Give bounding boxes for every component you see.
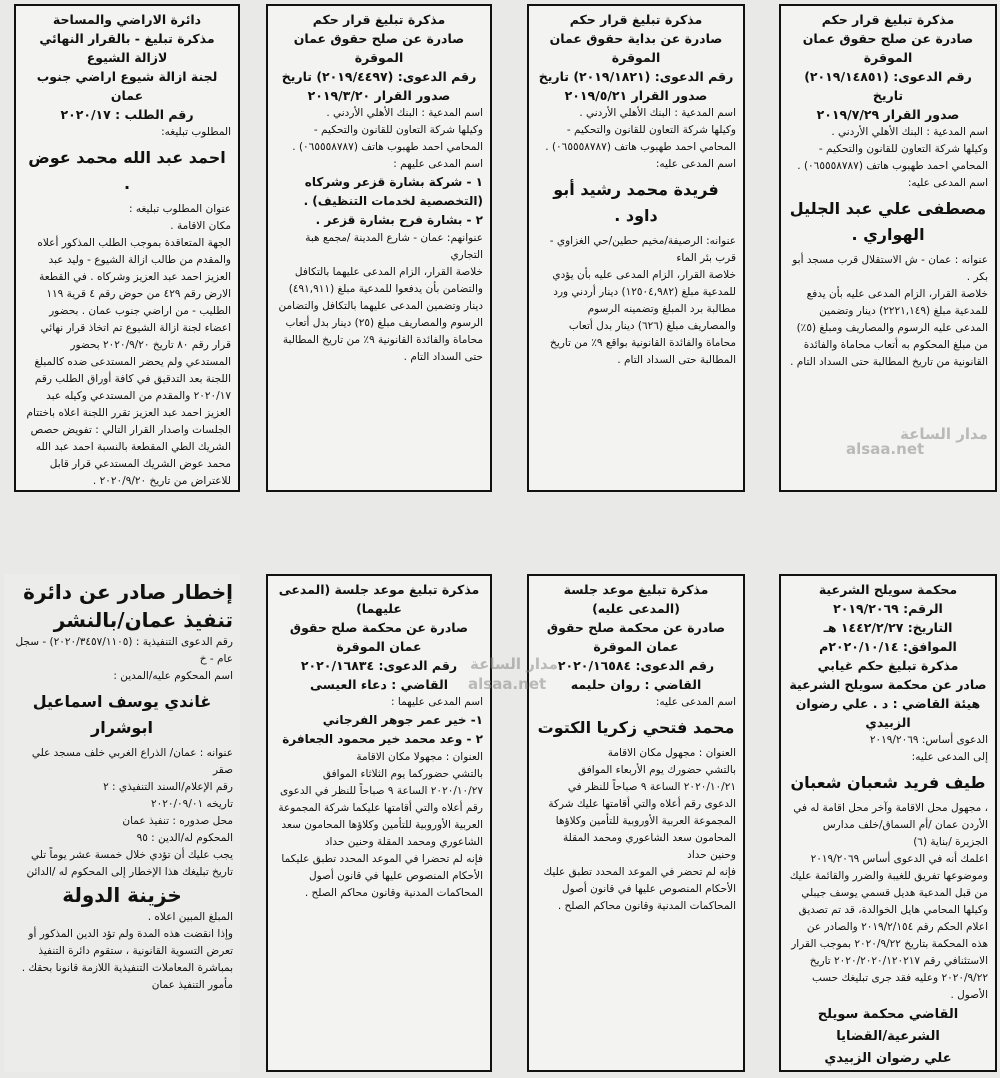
notice-subtitle: مذكرة تبليغ - بالقرار النهائي لازالة الشيوع bbox=[39, 31, 215, 65]
decision-summary: خلاصة القرار، الزام المدعى عليهما بالتكافل والتضامن بأن يدفعوا للمدعية مبلغ (٤٩١,٩١١) دينار وتضمين المدعى عليهما بالتكافل والتضامن الرسوم والمصاريف مبلغ (٢٥) دينار بدل أتعاب محاماة والفائدة القانونية ٩٪ من تاريخ المطالبة حتى السداد التام . bbox=[278, 266, 483, 363]
hijri-date: التاريخ: ١٤٤٢/٢/٢٧ هـ bbox=[823, 620, 953, 635]
notice-warning: فإنه لم تحضرا في الموعد المحدد تطبق عليكما الأحكام المنصوص عليها في قانون أصول المحاكمات المدنية وقانون محاكم الصلح . bbox=[281, 853, 483, 899]
execution-case: رقم الدعوى التنفيذية : (٢٠٢٠/٣٤٥٧/١١٠٥) - سجل عام - خ bbox=[15, 636, 233, 665]
committee-name: لجنة ازالة شيوع اراضي جنوب عمان bbox=[36, 69, 218, 103]
court-name: صادرة عن صلح حقوق عمان الموقرة bbox=[802, 31, 974, 65]
issuer: صادر عن محكمة سويلح الشرعية bbox=[789, 677, 987, 692]
plaintiff: اسم المدعية : البنك الأهلي الأردني . bbox=[326, 107, 483, 119]
address-label: عنوان المطلوب تبليغه : bbox=[128, 203, 231, 215]
notified-name: احمد عبد الله محمد عوض . bbox=[28, 148, 226, 193]
defendant-label: اسم المدعى عليهم : bbox=[393, 158, 483, 170]
defendant-name: مصطفى علي عبد الجليل الهواري . bbox=[789, 199, 987, 244]
notice-judgment-2 bbox=[527, 4, 745, 492]
court-name: صادرة عن صلح حقوق عمان الموقرة bbox=[293, 31, 465, 65]
court-name: محكمة سويلح الشرعية bbox=[818, 582, 958, 597]
case-base: الدعوى أساس: ٢٠١٩/٢٠٦٩ bbox=[869, 734, 988, 746]
court-name: صادرة عن بداية حقوق عمان الموقرة bbox=[549, 31, 723, 65]
plaintiff-agent: وكيلها شركة التعاون للقانون والتحكيم - المحامي احمد طهبوب هاتف (٠٦٥٥٥٨٧٨٧) . bbox=[797, 143, 988, 172]
decision-date: صدور القرار ٢٠١٩/٣/٢٠ bbox=[307, 88, 451, 103]
recipient-label: إلى المدعى عليه: bbox=[911, 751, 988, 763]
signature-name: علي رضوان الزبيدي bbox=[824, 1051, 952, 1066]
notice-judgment-3 bbox=[266, 4, 492, 492]
execution-officer: مأمور التنفيذ عمان bbox=[151, 979, 233, 991]
notice-sharia-court bbox=[779, 574, 997, 1072]
defendant-2: ٢ - بشارة فرح بشارة قزعر . bbox=[315, 213, 483, 227]
request-number: رقم الطلب : ٢٠٢٠/١٧ bbox=[60, 107, 194, 122]
judge: القاضي : دعاء العيسى bbox=[310, 677, 448, 692]
watermark-latin: alsaa.net bbox=[468, 675, 547, 693]
defendant-1: ١ - شركة بشارة قزعر وشركاه (التخصصية لخدمات التنظيف) . bbox=[303, 175, 483, 208]
defendant-name: فريدة محمد رشيد أبو داود . bbox=[553, 180, 719, 225]
defendant-1: ١- خير عمر جوهر الفرجاني bbox=[322, 713, 483, 727]
defendant-name: محمد فتحي زكريا الكتوت bbox=[537, 718, 735, 737]
notice-judgment-1 bbox=[779, 4, 997, 492]
judge: هيئة القاضي : د . علي رضوان الزبيدي bbox=[795, 696, 981, 730]
notice-title: مذكرة تبليغ قرار حكم bbox=[569, 12, 703, 27]
case-number: رقم الدعوى: (٢٠١٩/٤٤٩٧) تاريخ bbox=[281, 69, 477, 84]
decision-summary: خلاصة القرار، الزام المدعى عليه بأن يؤدي للمدعية مبلغ (١٢٥٠٤,٩٨٢) دينار أردني ورد مطالبة برد المبلغ وتضمينه الرسوم والمصاريف مبلغ (٦٢٦) دينار بدل أتعاب محاماة والفائدة القانونية بواقع ٩٪ من تاريخ المطالبة حتى السداد التام . bbox=[550, 269, 736, 366]
defendant-label: اسم المدعى عليهما : bbox=[391, 696, 483, 708]
judge: القاضي : روان حليمه bbox=[570, 677, 702, 692]
signature-title: القاضي محكمة سويلح الشرعية/القضايا bbox=[817, 1007, 959, 1044]
notice-body: الجهة المتعاقدة بموجب الطلب المذكور أعلاه والمقدم من طالب ازالة الشيوع - وليد عبد العزيز احمد عبد العزيز وشركاه . في القطعة الارض رقم ٤٢٩ من حوض رقم ٤ قرية ١١٩ الطليب - من اراضي جنوب عمان . بحضور اعضاء لجنة ازالة الشيوع تم اتخاذ قرار نهائي قرار رقم ٨٠ تاريخ ٢٠٢٠/٩/٢٠ بحضور المستدعي ولم يحضر المستدعى ضده كالمبلغ اللجنة بعد التدقيق في كافة أوراق الطلب رقم ٢٠٢٠/١٧ والمقدم من المستدعي وكيله عبد العزيز احمد عبد العزيز تقرر اللجنة اعلاه باختتام الجلسات واصدار القرار التالي : تفويض حصص الشريك الطي المقطعة بالنسبة احمد عبد الله محمد عوض الشريك المستدعي قرار قابل للاعتراض من تاريخ ٢٠٢٠/٩/٢٠ . bbox=[26, 237, 231, 487]
notice-title: مذكرة تبليغ قرار حكم bbox=[312, 12, 446, 27]
notified-label: المطلوب تبليغه: bbox=[161, 126, 231, 138]
notice-body: بالتشي حضوركما يوم الثلاثاء الموافق ٢٠٢٠/١٠/٢٧ الساعة ٩ صباحاً للنظر في الدعوى رقم أعلاه والتي أقامتها عليكما شركة المجموعة العربية الأوروبية للتأمين وكلاؤها المحامون سعد الشاعوري ومحمد المقلة وحنين حداد bbox=[278, 768, 483, 848]
decision-date: صدور القرار ٢٠١٩/٥/٢١ bbox=[564, 88, 708, 103]
court-name: صادرة عن محكمة صلح حقوق عمان الموقرة bbox=[289, 620, 469, 654]
notice-land-department bbox=[14, 4, 240, 492]
debtor-name: غاندي يوسف اسماعيل ابوشرار bbox=[32, 692, 212, 737]
instrument-date: تاريخه ٢٠٢٠/٠٩/٠١ bbox=[150, 798, 233, 810]
plaintiff: اسم المدعية : البنك الأهلي الأردني . bbox=[831, 126, 988, 138]
defendant-address: ، مجهول محل الاقامة وآخر محل اقامة له في الأردن عمان /أم السماق/خلف مدارس الجزيرة /بناية (٦) bbox=[793, 802, 988, 848]
notice-warning: فإنه لم تحضر في الموعد المحدد تطبق عليك الأحكام المنصوص عليها في قانون أصول المحاكمات المدنية وقانون محاكم الصلح . bbox=[543, 866, 736, 912]
watermark-arabic: مدار الساعة bbox=[900, 425, 988, 443]
amount-line: المبلغ المبين اعلاه . bbox=[147, 911, 233, 923]
defendant-address: عنوانه : عمان - ش الاستقلال قرب مسجد أبو بكر . bbox=[792, 254, 988, 283]
notice-body: اعلمك أنه في الدعوى أساس ٢٠١٩/٢٠٦٩ وموضوعها تفريق للغيبة والضرر والقائمة عليك من قبل المدعية هديل قسمي يوسف جيبلي وكيلها المحامي هايل الخوالدة، قد تم تصديق اعلام الحكم رقم ٢٠١٩/٢/١٥٤ والصادر عن هذه المحكمة بتاريخ ٢٠٢٠/٩/٢٢ بموجب القرار الاستئنافي رقم ٢٠٢٠/٢٠٢٠/١٢٠٢١٧ تاريخ ٢٠٢٠/٩/٢٢ وعليه فقد جرى تبليغك حسب الأصول . bbox=[789, 853, 988, 1001]
notice-session-2 bbox=[266, 574, 492, 1072]
defendant-label: اسم المدعى عليه: bbox=[655, 158, 736, 170]
issuing-office: محل صدوره : تنفيذ عمان bbox=[122, 815, 233, 827]
decision-date: صدور القرار ٢٠١٩/٧/٢٩ bbox=[816, 107, 960, 122]
notice-title: مذكرة تبليغ حكم غيابي bbox=[817, 658, 959, 673]
notice-title: دائرة الاراضي والمساحة bbox=[52, 12, 202, 27]
reference-number: الرقم: ٢٠١٩/٢٠٦٩ bbox=[833, 601, 943, 616]
plaintiff-agent: وكيلها شركة التعاون للقانون والتحكيم - المحامي احمد طهبوب هاتف (٠٦٥٥٥٨٧٨٧) . bbox=[292, 124, 483, 153]
notice-body: بالتشي حضورك يوم الأربعاء الموافق ٢٠٢٠/١٠/٢١ الساعة ٩ صباحاً للنظر في الدعوى رقم أعلاه والتي أقامتها عليك شركة المجموعة العربية الأوروبية للتأمين وكلاؤها المحامون سعد الشاعوري ومحمد المقلة وحنين حداد bbox=[548, 764, 736, 861]
case-number: رقم الدعوى: (٢٠١٩/١٤٨٥١) تاريخ bbox=[804, 69, 972, 103]
creditor-number: المحكوم له/الدين : ٩٥ bbox=[136, 832, 233, 844]
notice-warning: وإذا انقضت هذه المدة ولم تؤد الدين المذكور أو تعرض التسوية القانونية ، ستقوم دائرة التنفيذ بمباشرة المعاملات التنفيذية اللازمة قانونا بحقك . bbox=[21, 928, 233, 974]
case-number: رقم الدعوى: (٢٠١٩/١٨٢١) تاريخ bbox=[538, 69, 734, 84]
notice-session-1 bbox=[527, 574, 745, 1072]
defendant-address: عنوانه: الرصيفة/مخيم حطين/حي الغزاوي - قرب بئر الماء bbox=[549, 235, 736, 264]
watermark-latin: alsaa.net bbox=[846, 440, 925, 458]
defendant-address: عنوانهم: عمان - شارع المدينة /مجمع هبة التجاري bbox=[305, 232, 483, 261]
gregorian-date: الموافق: ٢٠٢٠/١٠/١٤م bbox=[819, 639, 957, 654]
court-name: صادرة عن محكمة صلح حقوق عمان الموقرة bbox=[546, 620, 726, 654]
notice-title: مذكرة تبليغ قرار حكم bbox=[821, 12, 955, 27]
case-number: رقم الدعوى: ٢٠٢٠/١٦٥٨٤ bbox=[557, 658, 715, 673]
notice-title: مذكرة تبليغ موعد جلسة (المدعى عليه) bbox=[563, 582, 709, 616]
defendant-label: اسم المدعى عليه: bbox=[655, 696, 736, 708]
debtor-label: اسم المحكوم عليه/المدين : bbox=[113, 670, 233, 682]
watermark-arabic: مدار الساعة bbox=[470, 655, 558, 673]
plaintiff: اسم المدعية : البنك الأهلي الأردني . bbox=[579, 107, 736, 119]
defendant-address: العنوان : مجهول مكان الاقامة bbox=[607, 747, 736, 759]
defendant-label: اسم المدعى عليه: bbox=[907, 177, 988, 189]
defendant-name: طيف فريد شعبان شعبان bbox=[790, 773, 986, 792]
notice-body: يجب عليك أن تؤدي خلال خمسة عشر يوماً تلي تاريخ تبليغك هذا الإخطار إلى المحكوم له /الدائن bbox=[26, 849, 233, 878]
address: مكان الاقامة . bbox=[170, 220, 231, 232]
notice-title: إخطار صادر عن دائرة تنفيذ عمان/بالنشر bbox=[23, 580, 233, 632]
plaintiff-agent: وكيلها شركة التعاون للقانون والتحكيم - المحامي احمد طهبوب هاتف (٠٦٥٥٥٨٧٨٧) . bbox=[545, 124, 736, 153]
defendant-2: ٢ - وعد محمد خير محمود الجعافرة bbox=[282, 732, 483, 746]
defendant-address: العنوان : مجهولا مكان الاقامة bbox=[356, 751, 483, 763]
creditor-name: خزينة الدولة bbox=[62, 883, 182, 907]
debtor-address: عنوانه : عمان/ الذراع الغربي خلف مسجد علي صقر bbox=[31, 747, 233, 776]
instrument-number: رقم الإعلام/السند التنفيذي : ٢ bbox=[103, 781, 233, 793]
notice-title: مذكرة تبليغ موعد جلسة (المدعى عليهما) bbox=[278, 582, 480, 616]
case-number: رقم الدعوى: ٢٠٢٠/١٦٨٣٤ bbox=[300, 658, 458, 673]
decision-summary: خلاصة القرار، الزام المدعى عليه بأن يدفع للمدعية مبلغ (٢٢٢١,١٤٩) دينار وتضمين المدعى عليه الرسوم والمصاريف ومبلغ (٥٪) من مبلغ المحكوم به أتعاب محاماة والفائدة القانونية من تاريخ المطالبة حتى السداد التام . bbox=[790, 288, 988, 368]
notice-execution bbox=[4, 574, 240, 1072]
